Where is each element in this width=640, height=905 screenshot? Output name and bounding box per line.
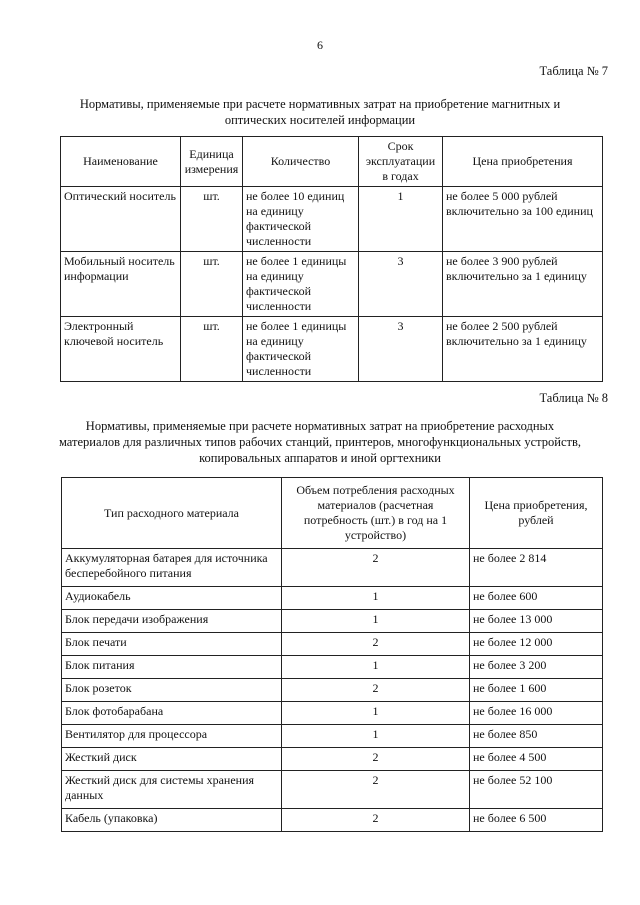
table8-cell-qty: 1 [282,587,470,610]
table8-header-row [62,478,603,549]
table8-cell-qty: 1 [282,702,470,725]
table-row [61,252,603,317]
table8-cell-qty: 1 [282,610,470,633]
table-row [62,725,603,748]
table7-cell-name: Электронный ключевой носитель [61,317,181,382]
table8-cell-qty: 1 [282,725,470,748]
table-row [61,317,603,382]
table8-cell-name: Блок питания [62,656,282,679]
table8-cell-qty: 1 [282,656,470,679]
table7-cell-unit: шт. [181,187,243,252]
table-row [62,587,603,610]
table-row [62,549,603,587]
table7-header-name: Наименование [61,137,181,187]
table7-cell-price: не более 5 000 рублей включительно за 100 единиц [443,187,603,252]
table8 [61,477,603,832]
table-row [62,679,603,702]
table8-cell-price: не более 600 [470,587,603,610]
table8-title-line2: материалов для различных типов рабочих станций, принтеров, многофункциональных устройств, [58,435,582,449]
table-row [62,748,603,771]
table7-title [40,96,600,128]
table7-cell-term: 3 [359,252,443,317]
table7-cell-name: Оптический носитель [61,187,181,252]
table8-header-type: Тип расходного материала [62,478,282,549]
table8-cell-qty: 2 [282,748,470,771]
table7-header-term: Срок эксплуатации в годах [359,137,443,187]
table7-header-unit: Единица измерения [181,137,243,187]
table8-cell-name: Вентилятор для процессора [62,725,282,748]
table-row [62,702,603,725]
table8-cell-price: не более 4 500 [470,748,603,771]
table8-cell-qty: 2 [282,679,470,702]
page-number: 6 [317,38,323,52]
table8-cell-price: не более 850 [470,725,603,748]
table7-header-quantity: Количество [243,137,359,187]
table8-header-price: Цена приобретения, рублей [470,478,603,549]
table8-cell-price: не более 6 500 [470,809,603,832]
table8-cell-name: Блок розеток [62,679,282,702]
table-row [62,610,603,633]
table8-cell-price: не более 52 100 [470,771,603,809]
table8-cell-name: Блок фотобарабана [62,702,282,725]
table7-cell-term: 3 [359,317,443,382]
table-row [62,656,603,679]
table8-cell-name: Жесткий диск для системы хранения данных [62,771,282,809]
table8-cell-price: не более 2 814 [470,549,603,587]
table7-header-price: Цена приобретения [443,137,603,187]
table8-cell-name: Аккумуляторная батарея для источника бесперебойного питания [62,549,282,587]
table7-cell-name: Мобильный носитель информации [61,252,181,317]
table8-cell-name: Аудиокабель [62,587,282,610]
table8-cell-name: Кабель (упаковка) [62,809,282,832]
table7-cell-price: не более 2 500 рублей включительно за 1 единицу [443,317,603,382]
table8-title-line3: копировальных аппаратов и иной оргтехники [199,451,441,465]
table8-cell-price: не более 12 000 [470,633,603,656]
table8-cell-name: Блок передачи изображения [62,610,282,633]
table-row [61,187,603,252]
table7-cell-unit: шт. [181,317,243,382]
table-row [62,809,603,832]
table8-cell-price: не более 1 600 [470,679,603,702]
table-row [62,771,603,809]
table8-label: Таблица № 8 [539,391,608,405]
table7-title-line2: оптических носителей информации [224,113,416,127]
table8-cell-price: не более 3 200 [470,656,603,679]
table8-cell-qty: 2 [282,809,470,832]
table7-label: Таблица № 7 [539,64,608,78]
table7-title-line1: Нормативы, применяемые при расчете нормативных затрат на приобретение магнитных и [79,97,561,111]
table7-cell-quantity: не более 1 единицы на единицу фактической численности [243,317,359,382]
table7-cell-price: не более 3 900 рублей включительно за 1 единицу [443,252,603,317]
table8-title [40,418,600,466]
table8-cell-name: Жесткий диск [62,748,282,771]
table7-cell-quantity: не более 1 единицы на единицу фактической численности [243,252,359,317]
table7 [60,136,603,382]
table-row [62,633,603,656]
table7-cell-unit: шт. [181,252,243,317]
table7-cell-term: 1 [359,187,443,252]
table8-cell-price: не более 16 000 [470,702,603,725]
table7-cell-quantity: не более 10 единиц на единицу фактической численности [243,187,359,252]
table8-cell-name: Блок печати [62,633,282,656]
table8-cell-qty: 2 [282,549,470,587]
table8-cell-price: не более 13 000 [470,610,603,633]
table8-cell-qty: 2 [282,633,470,656]
table8-header-qty: Объем потребления расходных материалов (расчетная потребность (шт.) в год на 1 устройство) [282,478,470,549]
table8-cell-qty: 2 [282,771,470,809]
table7-header-row [61,137,603,187]
table8-title-line1: Нормативы, применяемые при расчете нормативных затрат на приобретение расходных [85,419,555,433]
